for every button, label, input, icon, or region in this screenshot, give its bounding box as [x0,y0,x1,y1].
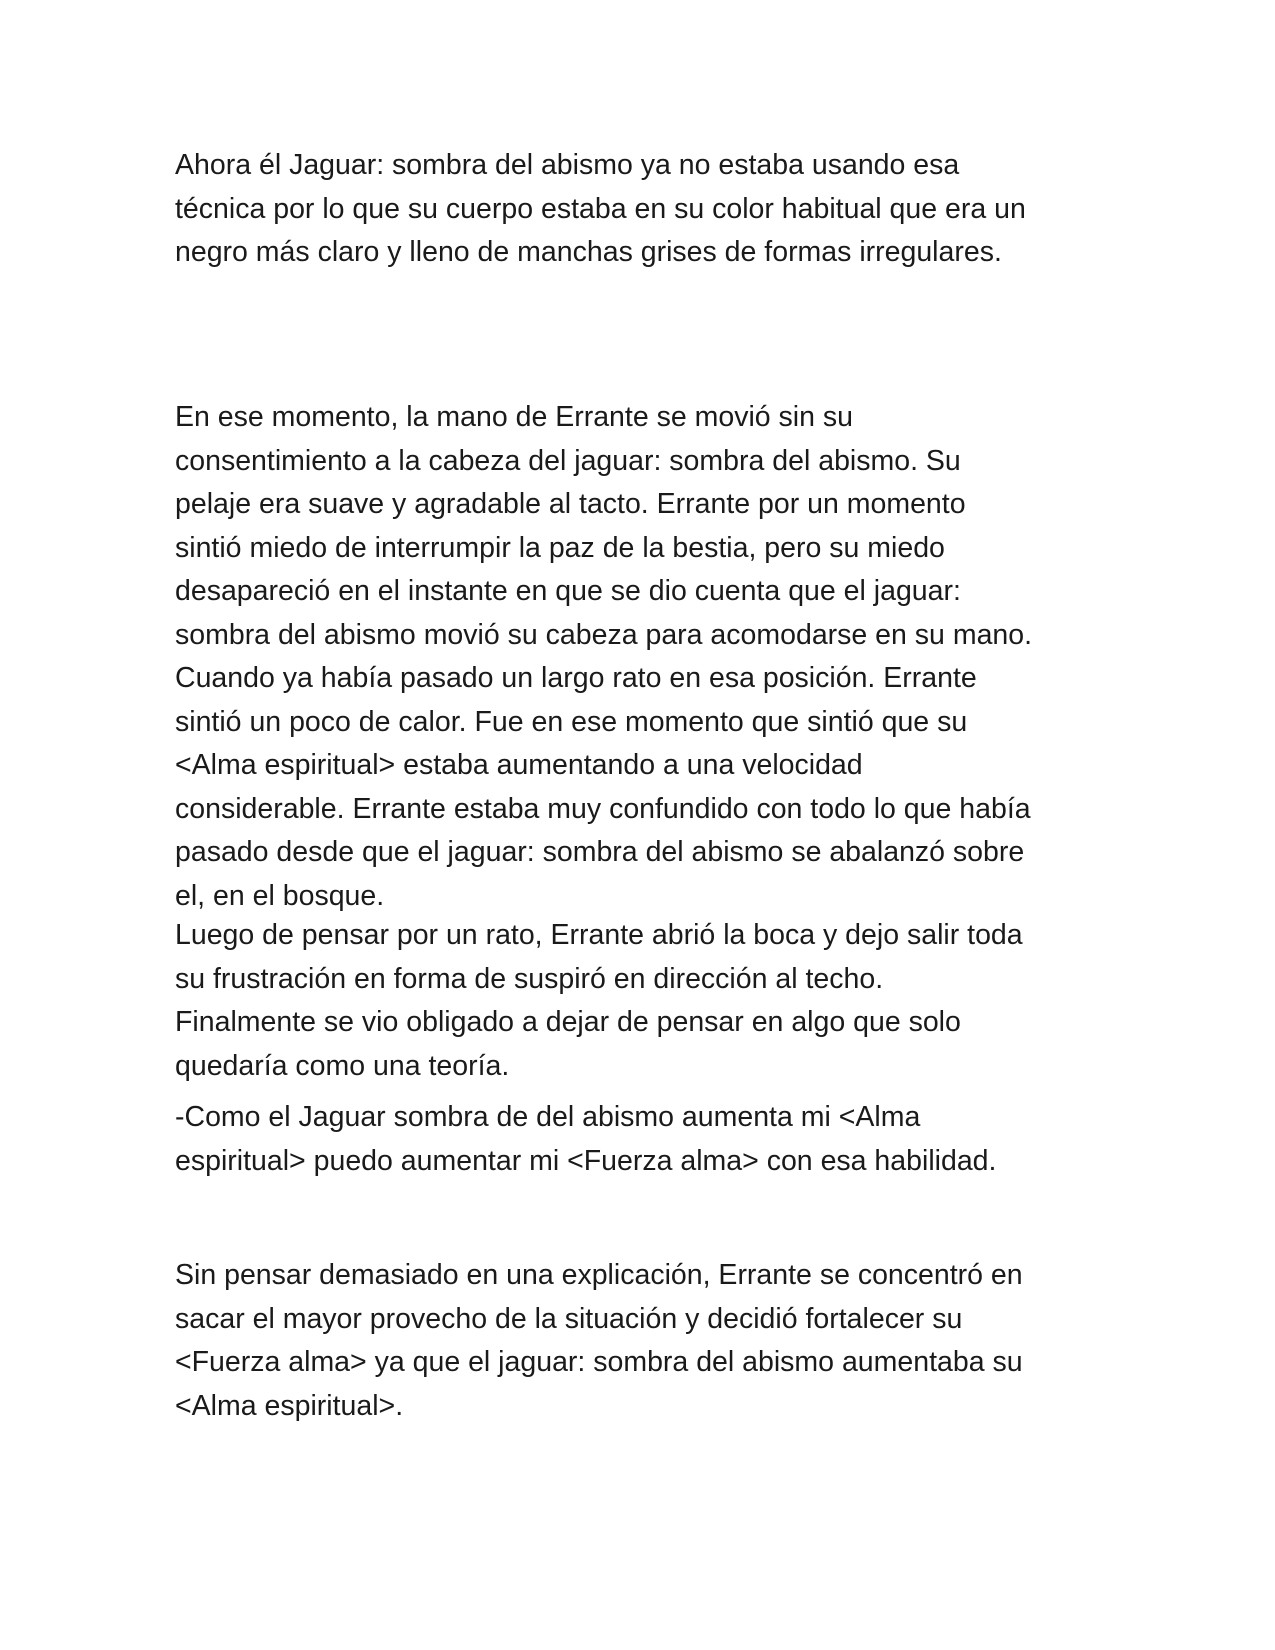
paragraph-2: En ese momento, la mano de Errante se movió sin su consentimiento a la cabeza del jaguar: sombra del abismo. Su pelaje era suave y agradable al tacto. Errante por un momento sintió miedo de interrumpir la paz de la bestia, pero su miedo desapareció en el instante en que se dio cuenta que el jaguar: sombra del abismo movió su cabeza para acomodarse en su mano. Cuando ya había pasado un largo rato en esa posición. Errante sintió un poco de calor. Fue en ese momento que sintió que su <Alma espiritual> estaba aumentando a una velocidad considerable. Errante estaba muy confundido con todo lo que había pasado desde que el jaguar: sombra del abismo se abalanzó sobre el, en el bosque. [175,401,1033,912]
paragraph-4: -Como el Jaguar sombra de del abismo aumenta mi <Alma espiritual> puedo aumentar mi <Fuerza alma> con esa habilidad. [175,1101,997,1177]
paragraph-1: Ahora él Jaguar: sombra del abismo ya no estaba usando esa técnica por lo que su cuerpo estaba en su color habitual que era un negro más claro y lleno de manchas grises de formas irregulares. [175,149,1026,268]
paragraph-5: Sin pensar demasiado en una explicación, Errante se concentró en sacar el mayor provecho de la situación y decidió fortalecer su <Fuerza alma> ya que el jaguar: sombra del abismo aumentaba su <Alma espiritual>. [175,1259,1023,1422]
paragraph-3: Luego de pensar por un rato, Errante abrió la boca y dejo salir toda su frustración en forma de suspiró en dirección al techo. Finalmente se vio obligado a dejar de pensar en algo que solo quedaría como una teoría. [175,919,1023,1082]
